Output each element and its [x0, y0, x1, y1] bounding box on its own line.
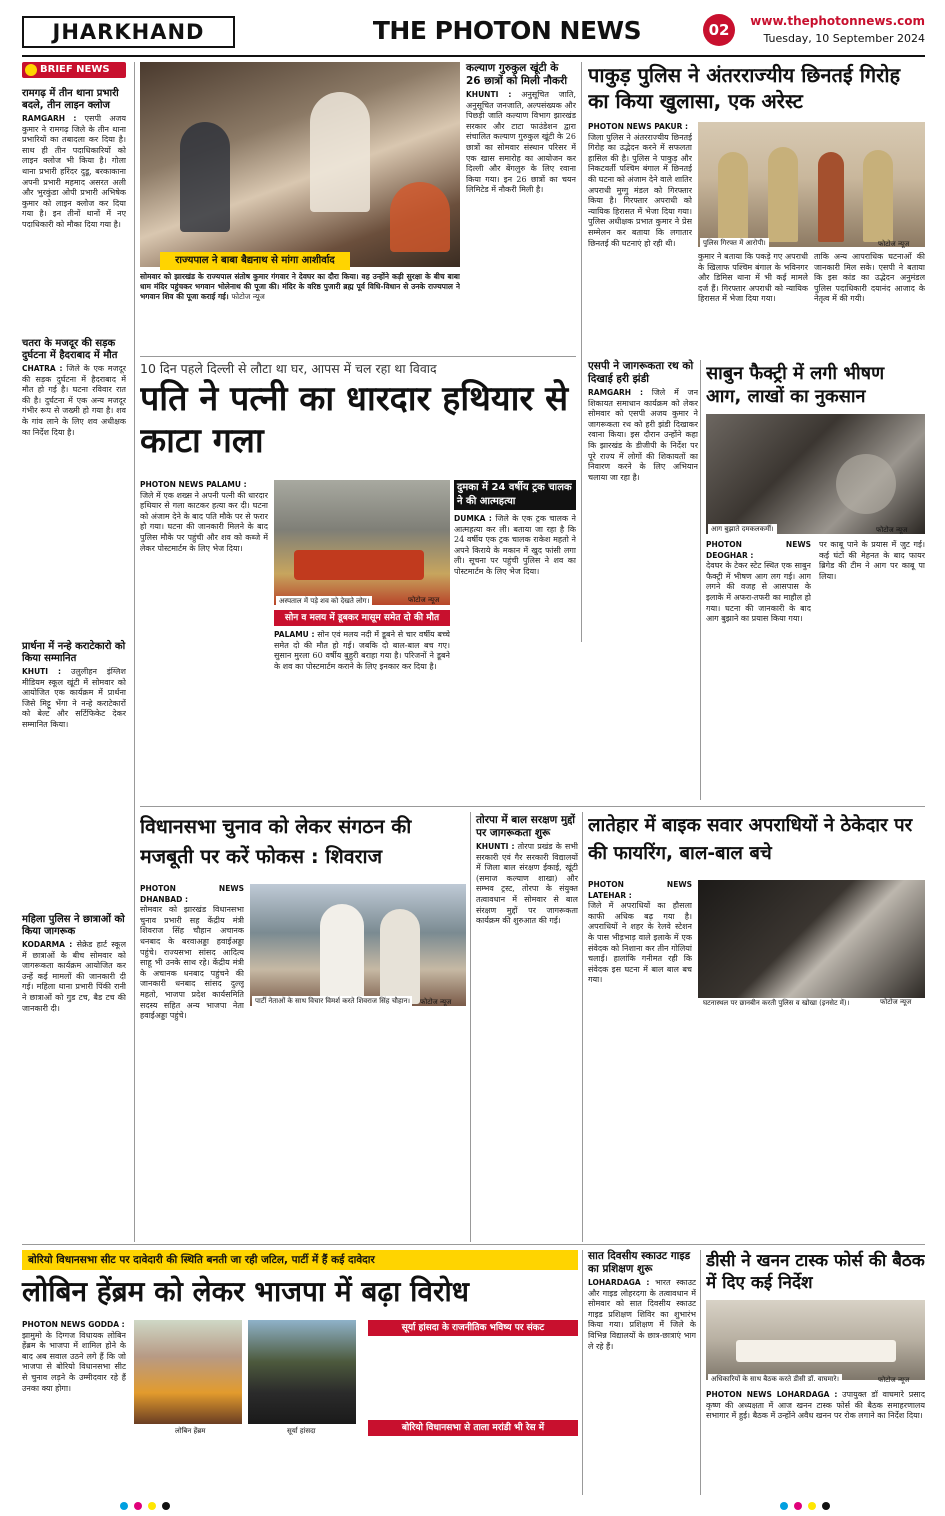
brief-item-khunti — [22, 637, 126, 907]
pakur-story: पाकुड़ पुलिस ने अंतरराज्यीय छिनतई गिरोह का किया खुलासा, एक अरेस्ट PHOTON NEWS PAKUR : जिला पुलिस ने अंतरराज्यीय छिनतई गिरोह का उद्भेदन करने में सफलता हासिल की है। पुलिस ने पाकुड़ और निकटवर्ती पश्चिम बंगाल में छिनतई की घटना को अंजाम देने वाले शातिर अपराधी मुग्गु मंडल को गिरफ्तार किया है। गिरफ्तार अपराधी को न्यायिक हिरासत में भेजा दिया गया। पुलिस अधीक्षक प्रभात कुमार ने प्रेस सम्मेलन कर बताया कि लगातार छिनतई की घटनाएं हो रही थी। पुलिस गिरफ्त में आरोपी। फोटोज न्यूज कुमार ने बताया कि पकड़े गए अपराधी के खिलाफ पश्चिम बंगाल के भविनगर और डिमिस थाना में भी कई मामले दर्ज हैं। गिरफ्तार अपराधी को न्यायिक हिरासत में भेजा दिया गया। ताकि अन्य आपराधिक घटनाओं की जानकारी मिल सके। एसपी ने बताया कि इस कांड का उद्भेदन अनुमंडल पुलिस पदाधिकारी दयानंद आजाद के नेतृत्व में की गयी। — [588, 63, 925, 304]
pakur-photo — [698, 122, 925, 247]
soap-headline: साबुन फैक्ट्री में लगी भीषण आग, लाखों का नुकसान — [706, 363, 885, 407]
pakur-body: जिला पुलिस ने अंतरराज्यीय छिनतई गिरोह का उद्भेदन करने में सफलता हासिल की है। पुलिस ने पाकुड़ और निकटवर्ती पश्चिम बंगाल में छिनतई की घटना को अंजाम देने वाले शातिर अपराधी मुग्गु मंडल को गिरफ्तार किया है। गिरफ्तार अपराधी को न्यायिक हिरासत में भेजा दिया गया। पुलिस अधीक्षक प्रभात कुमार ने प्रेस सम्मेलन कर बताया कि लगातार छिनतई की घटनाएं हो रही थी। — [588, 132, 692, 248]
latehar-photo — [698, 880, 925, 998]
masthead — [0, 0, 945, 58]
lobin-story: बोरियो विधानसभा सीट पर दावेदारी की स्थिति बनती जा रही जटिल, पार्टी में हैं कई दावेदार लोबिन हेंब्रम को लेकर भाजपा में बढ़ा विरोध PHOTON NEWS GODDA : झामुमो के दिग्गज विधायक लोबिन हेंब्रम के भाजपा में शामिल होने के बाद अब सवाल उठने लगे हैं कि जो भाजपा से बोरियो विधानसभा सीट से चुनाव लड़ने के उम्मीदवार रहे हैं उनका क्या होगा। लोबिन हेंब्रम सूर्या हांसदा सूर्या हांसदा के राजनीतिक भविष्य पर संकट बोरियो विधानसभा से ताला मरांडी भी रेस में — [22, 1250, 578, 1495]
latehar-caption: घटनास्थल पर छानबीन करती पुलिस व खोखा (इनसेट में)। — [700, 998, 852, 1009]
shivraj-story: विधानसभा चुनाव को लेकर संगठन की मजबूती पर करें फोकस : शिवराज PHOTON NEWS DHANBAD : सोमवार को झारखंड विधानसभा चुनाव प्रभारी सह केंद्रीय मंत्री शिवराज सिंह चौहान अचानक धनबाद के बरवाअड्डा हवाईअड्डा पहुंचे। राज्यसभा सांसद आदित्य साहू भी उनके साथ रहे। केंद्रीय मंत्री के अचानक धनबाद पहुंचने की जानकारी धनबाद सांसद दुल्लू महतो, भाजपा प्रदेश कार्यसमिति सदस्य सहित अन्य भाजपा नेता हवाईअड्डा पहुंचे। पार्टी नेताओं के साथ विचार विमर्श करते शिवराज सिंह चौहान। फोटोज न्यूज — [140, 812, 466, 1242]
photo-credit: फोटोज न्यूज — [408, 596, 440, 604]
torpa-story: तोरपा में बाल सरक्षण मुद्दों पर जागरूकता शुरू KHUNTI : तोरपा प्रखंड के सभी सरकारी एवं गैर सरकारी विद्यालयों में जिला बाल संरक्षण ईकाई, खूंटी (समाज कल्याण शाखा) और सम्भव ट्रस्ट, तोरपा के संयुक्त तत्वावधान में सोमवार से बाल संरक्षण मुद्दों पर जागरूकता कार्यक्रम की शुरुआत की गई। — [476, 814, 578, 926]
pakur-body-2: कुमार ने बताया कि पकड़े गए अपराधी के खिलाफ पश्चिम बंगाल के भविनगर और डिमिस थाना में भी कई मामले दर्ज हैं। गिरफ्तार अपराधी को न्यायिक हिरासत में भेजा दिया गया। — [698, 252, 808, 304]
brief-byline: KODARMA : — [22, 940, 73, 949]
torpa-body: तोरपा प्रखंड के सभी सरकारी एवं गैर सरकारी विद्यालयों में जिला बाल संरक्षण ईकाई, खूंटी (समाज कल्याण शाखा) और सम्भव ट्रस्ट, तोरपा के संयुक्त तत्वावधान में सोमवार से बाल संरक्षण मुद्दों पर जागरूकता कार्यक्रम की शुरुआत की गई। — [476, 842, 578, 926]
section-label: JHARKHAND — [22, 16, 235, 48]
dumka-story: दुमका में 24 वर्षीय ट्रक चालक ने की आत्महत्या DUMKA : जिले के एक ट्रक चालक ने आत्महत्या कर ली। बताया जा रहा है कि 24 वर्षीय एक ट्रक चालक राकेश महतो ने अपने किराये के मकान में खुद फांसी लगा ली। सूचना पर पहुंची पुलिस ने शव का पोस्टमार्टम के लिए भेज दिया। — [454, 482, 576, 576]
dumka-body: जिले के एक ट्रक चालक ने आत्महत्या कर ली। बताया जा रहा है कि 24 वर्षीय एक ट्रक चालक राकेश महतो ने अपने किराये के मकान में खुद फांसी लगा ली। सूचना पर पहुंची पुलिस ने शव का पोस्टमार्टम के लिए भेज दिया। — [454, 514, 576, 576]
latehar-headline: लातेहार में बाइक सवार अपराधियों ने ठेकेदार पर की फायरिंग, बाल-बाल बचे — [588, 815, 913, 864]
brief-body: एसपी अजय कुमार ने रामगढ़ जिले के तीन थाना प्रभारियों का तबादला कर दिया है। साथ ही तीन पदाधिकारियों को लाइन क्लोज भी किया है। गोला थाना प्रभारी हरिंदर दुडू, बरकाकाना अपनी प्रभारी महमाद असरत अली और भुरकुंडा ओपी प्रभारी अभिषेक कुमार को लाइन क्लोज कर दिया गया है। इन तीनों थानों में नए पदाधिकारी को मौका दिया गया है। — [22, 114, 126, 229]
issue-date: Tuesday, 10 September 2024 — [763, 32, 925, 45]
photo-credit: फोटोज न्यूज — [878, 1376, 910, 1384]
brief-news-label: BRIEF NEWS — [22, 62, 126, 78]
rath-story: एसपी ने जागरूकता रथ को दिखाई हरी झंडी RAMGARH : जिले में जन शिकायत समाधान कार्यक्रम को लेकर सोमवार को एसपी अजय कुमार ने जागरूकता रथ को हरी झंडी दिखाकर रवाना किया। इस दौरान उन्होंने कहा कि झारखंड के डीजीपी के निर्देश पर पूरे राज्य में लोगों की शिकायतों का निवारण करने के लिए अभियान चलाया जा रहा है। — [588, 360, 698, 482]
scout-story: सात दिवसीय स्काउट गाइड का प्रशिक्षण शुरू LOHARDAGA : भारत स्काउट और गाइड लोहरदगा के तत्वावधान में सोमवार को सात दिवसीय स्काउट गाइड प्रशिक्षण शिविर का शुभारंभ किया गया। प्रशिक्षण में जिले के विभिन्न विद्यालयों के छात्र-छात्राएं भाग ले रहे हैं। — [588, 1250, 696, 1351]
lobin-headline: लोबिन हेंब्रम को लेकर भाजपा में बढ़ा विरोध — [22, 1275, 469, 1308]
husband-sub-body: सोन एवं मलय नदी में डूबने से चार वर्षीय बच्चे समेत दो की मौत हो गई। जबकि दो बाल-बाल बच गए। सुसान मुरला 60 वर्षीय बुहुरी बराहा गया है। परिजनों ने डूबने के शव का पोस्टमार्टम कराने के लिए इनकार कर दिया है। — [274, 630, 450, 671]
khunti-headline: कल्याण गुरुकुल खूंटी के 26 छात्रों को मिली नौकरी — [466, 62, 568, 87]
khunti-story: कल्याण गुरुकुल खूंटी के 26 छात्रों को मिली नौकरी KHUNTI : अनुसूचित जाति, अनुसूचित जनजाति, अल्पसंख्यक और पिछड़ी जाति कल्याण विभाग झारखंड सरकार और टाटा फाउंडेशन द्वारा संचालित कल्याण गुरुकुल खूंटी के 26 छात्रों का सोमवार संस्थान परिसर में एक खास समारोह का आयोजन कर दिल्ली और बेंगलुरु के लिए रवाना किया गया। इन 26 छात्रों का चयन लिमिटेड में नौकरी मिली है। — [466, 62, 576, 195]
governor-banner: राज्यपाल ने बाबा बैद्यनाथ से मांगा आशीर्वाद — [160, 252, 350, 270]
husband-story: 10 दिन पहले दिल्ली से लौटा था घर, आपस में चल रहा था विवाद पति ने पत्नी का धारदार हथियार से काटा गला PHOTON NEWS PALAMU : जिले में एक शख्स ने अपनी पत्नी की धारदार हथियार से गला काटकर हत्या कर दी। घटना को अंजाम देने के बाद पति मौके पर से फरार हो गया। घटना की जानकारी मिलने के बाद पुलिस मौके पर पहुंची और शव को कब्जे में लेकर पोस्टमार्टम के लिए भेज दिया। अस्पताल में पड़े शव को देखते लोग। फोटोज न्यूज सोन व मलय में डूबकर मासूम समेत दो की मौत PALAMU : सोन एवं मलय नदी में डूबने से चार वर्षीय बच्चे समेत दो की मौत हो गई। जबकि दो बाल-बाल बच गए। सुसान मुरला 60 वर्षीय बुहुरी बराहा गया है। परिजनों ने डूबने के शव का पोस्टमार्टम कराने के लिए इनकार कर दिया है। — [140, 360, 576, 800]
shivraj-caption: पार्टी नेताओं के साथ विचार विमर्श करते शिवराज सिंह चौहान। — [252, 996, 412, 1007]
husband-body: जिले में एक शख्स ने अपनी पत्नी की धारदार हथियार से गला काटकर हत्या कर दी। घटना को अंजाम देने के बाद पति मौके पर से फरार हो गया। घटना की जानकारी मिलने के बाद पुलिस मौके पर पहुंची और शव को कब्जे में लेकर पोस्टमार्टम के लिए भेज दिया। — [140, 490, 268, 553]
lobin-photo — [134, 1320, 242, 1424]
governor-photo — [140, 62, 460, 267]
photo-credit: फोटोज न्यूज — [231, 292, 265, 301]
brief-headline: रामगढ़ में तीन थाना प्रभारी बदले, तीन लाइन क्लोज — [22, 88, 119, 111]
shivraj-body: सोमवार को झारखंड विधानसभा चुनाव प्रभारी सह केंद्रीय मंत्री शिवराज सिंह चौहान अचानक धनबाद के बरवाअड्डा हवाईअड्डा पहुंचे। राज्यसभा सांसद आदित्य साहू भी उनके साथ रहे। केंद्रीय मंत्री के अचानक धनबाद पहुंचने की जानकारी धनबाद सांसद दुल्लू महतो, भाजपा प्रदेश कार्यसमिति सदस्य सहित अन्य भाजपा नेता हवाईअड्डा पहुंचे। — [140, 905, 244, 1021]
lobin-kicker: बोरियो विधानसभा सीट पर दावेदारी की स्थिति बनती जा रही जटिल, पार्टी में हैं कई दावेदार — [22, 1250, 578, 1270]
rath-body: जिले में जन शिकायत समाधान कार्यक्रम को लेकर सोमवार को एसपी अजय कुमार ने जागरूकता रथ को हरी झंडी दिखाकर रवाना किया। इस दौरान उन्होंने कहा कि झारखंड के डीजीपी के निर्देश पर पूरे राज्य में लोगों की शिकायतों का निवारण करने के लिए अभियान चलाया जा रहा है। — [588, 388, 698, 482]
husband-caption: अस्पताल में पड़े शव को देखते लोग। — [276, 596, 372, 607]
brief-byline: CHATRA : — [22, 364, 63, 373]
brief-body: जिले के एक मजदूर की सड़क दुर्घटना में हैदराबाद में मौत हो गई है। घटना रविवार रात की है। दुर्घटना में एक अन्य मजदूर गंभीर रूप से जख्मी हो गया है। शव के गांव लाने के लिए शव अधीक्षक का निर्देश दिया है। — [22, 364, 126, 437]
khunti-body: अनुसूचित जाति, अनुसूचित जनजाति, अल्पसंख्यक और पिछड़ी जाति कल्याण विभाग झारखंड सरकार और टाटा फाउंडेशन द्वारा संचालित कल्याण गुरुकुल खूंटी के 26 छात्रों का सोमवार संस्थान परिसर में एक खास समारोह का आयोजन कर दिल्ली और बेंगलुरु के लिए रवाना किया गया। इन 26 छात्रों का चयन लिमिटेड में नौकरी मिली है। — [466, 90, 576, 195]
pakur-body-3: ताकि अन्य आपराधिक घटनाओं की जानकारी मिल सके। एसपी ने बताया कि इस कांड का उद्भेदन अनुमंडल पुलिस पदाधिकारी दयानंद आजाद के नेतृत्व में की गयी। — [814, 252, 925, 304]
photo-credit: फोटोज न्यूज — [876, 526, 908, 534]
newspaper-name: THE PHOTON NEWS — [372, 16, 642, 45]
print-color-bar — [0, 1500, 945, 1512]
surya-caption: सूर्या हांसदा — [284, 1426, 319, 1437]
governor-caption: सोमवार को झारखंड के राज्यपाल संतोष कुमार गंगवार ने देवघर का दौरा किया। वह उन्होंने कड़ी सुरक्षा के बीच बाबा धाम मंदिर पहुंचकर भगवान भोलेनाथ की पूजा की। मंदिर के वरिष्ठ पुजारी ब्रह्म पूर्व विधि-विधान से उनके राज्यपाल ने भगवान शिव की पूजा कराई गई। फोटोज न्यूज — [140, 272, 460, 301]
brief-headline: प्रार्थना में नन्हे कराटेकारो को किया सम्मानित — [22, 641, 126, 664]
soap-photo — [706, 414, 925, 534]
husband-kicker: 10 दिन पहले दिल्ली से लौटा था घर, आपस में चल रहा था विवाद — [140, 361, 437, 376]
brief-headline: चतरा के मजदूर की सड़क दुर्घटना में हैदराबाद में मौत — [22, 338, 118, 361]
soap-story: साबुन फैक्ट्री में लगी भीषण आग, लाखों का नुकसान आग बुझाते दमकलकर्मी। फोटोज न्यूज PHOTON NEWS DEOGHAR : देवघर के टेकर स्टेट स्थित एक साबुन फैक्ट्री में भीषण आग लग गई। आग लगने की वजह से आसपास के इलाके में अफरा-तफरी का माहौल हो गया। घटना की जानकारी के बाद आग बुझाने का प्रयास किया गया। पर काबू पाने के प्रयास में जुट गई। कई घंटों की मेहनत के बाद फायर ब्रिगेड की टीम ने आग पर काबू पा लिया। — [706, 363, 925, 624]
scout-headline: सात दिवसीय स्काउट गाइड का प्रशिक्षण शुरू — [588, 1250, 691, 1275]
brief-byline: KHUTI : — [22, 667, 62, 676]
dc-photo — [706, 1300, 925, 1380]
shivraj-headline: विधानसभा चुनाव को लेकर संगठन की मजबूती पर करें फोकस : शिवराज — [140, 815, 412, 868]
lobin-caption: लोबिन हेंब्रम — [172, 1426, 208, 1437]
dumka-headline: दुमका में 24 वर्षीय ट्रक चालक ने की आत्महत्या — [454, 480, 576, 510]
dc-headline: डीसी ने खनन टास्क फोर्स की बैठक में दिए कई निर्देश — [706, 1251, 925, 1293]
husband-headline: पति ने पत्नी का धारदार हथियार से काटा गला — [140, 379, 569, 461]
pakur-headline: पाकुड़ पुलिस ने अंतरराज्यीय छिनतई गिरोह का किया खुलासा, एक अरेस्ट — [588, 63, 901, 113]
brief-news-column — [22, 62, 130, 1362]
soap-body: देवघर के टेकर स्टेट स्थित एक साबुन फैक्ट्री में भीषण आग लग गई। आग लगने की वजह से आसपास के इलाके में अफरा-तफरी का माहौल हो गया। घटना की जानकारी के बाद आग बुझाने का प्रयास किया गया। — [706, 561, 811, 624]
husband-sub-banner: सोन व मलय में डूबकर मासूम समेत दो की मौत — [274, 610, 450, 626]
brief-headline: महिला पुलिस ने छात्राओं को किया जागरूक — [22, 914, 125, 937]
governor-story — [140, 62, 460, 352]
scout-body: भारत स्काउट और गाइड लोहरदगा के तत्वावधान में सोमवार को सात दिवसीय स्काउट गाइड प्रशिक्षण शिविर का शुभारंभ किया गया। प्रशिक्षण में जिले के विभिन्न विद्यालयों के छात्र-छात्राएं भाग ले रहे हैं। — [588, 1278, 696, 1351]
soap-caption: आग बुझाते दमकलकर्मी। — [708, 524, 777, 535]
torpa-headline: तोरपा में बाल सरक्षण मुद्दों पर जागरूकता शुरू — [476, 814, 576, 839]
shivraj-photo — [250, 884, 466, 1006]
brief-item-kodarma — [22, 910, 126, 1210]
husband-photo — [274, 480, 450, 605]
surya-photo — [248, 1320, 356, 1424]
photo-credit: फोटोज न्यूज — [878, 240, 910, 248]
soap-body-2: पर काबू पाने के प्रयास में जुट गई। कई घंटों की मेहनत के बाद फायर ब्रिगेड की टीम ने आग पर काबू पा लिया। — [819, 540, 925, 581]
brief-body: उलुलीहन इंग्लिश मीडियम स्कूल खूंटी में सोमवार को आयोजित एक कार्यक्रम में प्रार्थना जिसे मिट्टू भेंगा ने नन्हे कराटेकारों को बेल्ट और सर्टिफिकेट देकर सम्मानित किया। — [22, 667, 126, 729]
photo-credit: फोटोज न्यूज — [880, 998, 912, 1006]
dc-story: डीसी ने खनन टास्क फोर्स की बैठक में दिए कई निर्देश अधिकारियों के साथ बैठक करते डीसी डॉ. वाघमारे। फोटोज न्यूज PHOTON NEWS LOHARDAGA : उपायुक्त डॉ वाघमारे प्रसाद कृष्ण की अध्यक्षता में आज खनन टास्क फोर्स की बैठक समाहरणालय सभागार में हुई। बैठक में उन्होंने अवैध खनन पर रोक लगाने का निर्देश दिया। — [706, 1251, 925, 1421]
website-link[interactable]: www.thephotonnews.com — [750, 14, 925, 28]
brief-item-ramgarh — [22, 84, 126, 332]
dc-body: उपायुक्त डॉ वाघमारे प्रसाद कृष्ण की अध्यक्षता में आज खनन टास्क फोर्स की बैठक समाहरणालय सभागार में हुई। बैठक में उन्होंने अवैध खनन पर रोक लगाने का निर्देश दिया। — [706, 1390, 925, 1421]
brief-byline: RAMGARH : — [22, 114, 77, 123]
lobin-sub-banner: सूर्या हांसदा के राजनीतिक भविष्य पर संकट — [368, 1320, 578, 1336]
pakur-caption: पुलिस गिरफ्त में आरोपी। — [700, 238, 769, 249]
brief-icon — [25, 64, 37, 76]
page-number: 02 — [703, 14, 735, 46]
brief-item-chatra — [22, 334, 126, 634]
latehar-body: जिले में अपराधियों का हौसला काफी अधिक बढ़ गया है। अपराधियों ने शहर के रेलवे स्टेशन के पास भीड़भाड़ वाले इलाके में एक संवेदक को निशाना कर तीन गोलियां चलाई। हालांकि गनीमत रही कि संवेदक इस घटना में बाल बाल बच गया। — [588, 901, 692, 985]
latehar-story: लातेहार में बाइक सवार अपराधियों ने ठेकेदार पर की फायरिंग, बाल-बाल बचे PHOTON NEWS LATEHAR : जिले में अपराधियों का हौसला काफी अधिक बढ़ गया है। अपराधियों ने शहर के रेलवे स्टेशन के पास भीड़भाड़ वाले इलाके में एक संवेदक को निशाना कर तीन गोलियां चलाई। हालांकि गनीमत रही कि संवेदक इस घटना में बाल बाल बच गया। घटनास्थल पर छानबीन करती पुलिस व खोखा (इनसेट में)। फोटोज न्यूज — [588, 812, 925, 1242]
photo-credit: फोटोज न्यूज — [420, 998, 452, 1006]
lobin-sub-banner-2: बोरियो विधानसभा से ताला मरांडी भी रेस में — [368, 1420, 578, 1436]
dc-caption: अधिकारियों के साथ बैठक करते डीसी डॉ. वाघमारे। — [708, 1374, 842, 1385]
lobin-body: झामुमो के दिग्गज विधायक लोबिन हेंब्रम के भाजपा में शामिल होने के बाद अब सवाल उठने लगे हैं कि जो भाजपा से बोरियो विधानसभा सीट से चुनाव लड़ने के उम्मीदवार रहे हैं उनका क्या होगा। — [22, 1330, 126, 1393]
brief-body: सेक्रेड हार्ट स्कूल में छात्राओं के बीच सोमवार को जागरूकता कार्यक्रम आयोजित कर उन्हें कई मामलों की जानकारी दी गई। महिला थाना प्रभारी पिंकी रानी ने छात्राओं को गुड टच, बैड टच की जानकारी दी। — [22, 940, 126, 1013]
rath-headline: एसपी ने जागरूकता रथ को दिखाई हरी झंडी — [588, 360, 694, 385]
